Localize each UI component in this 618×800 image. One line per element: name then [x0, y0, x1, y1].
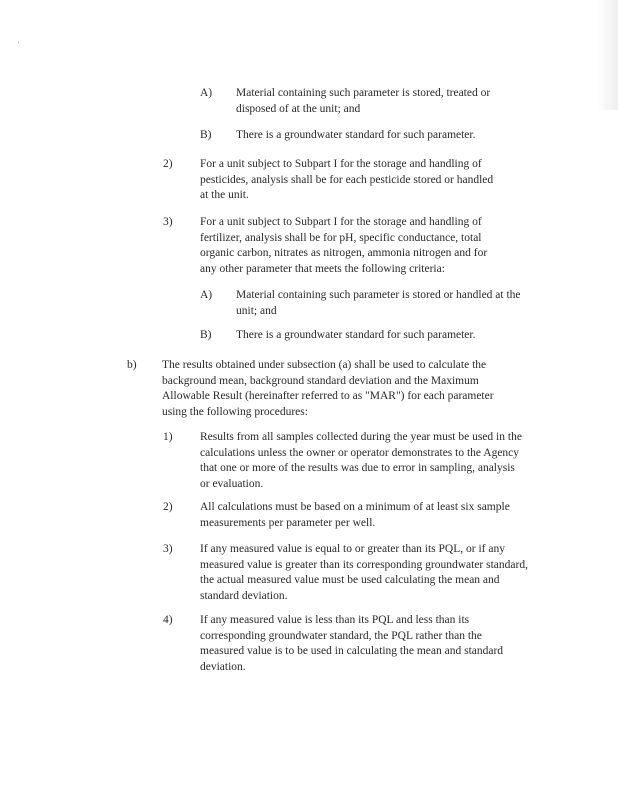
item-text: Results from all samples collected during the year must be used in the calculations unless the owner or operator demonstrates to the Agency that one or more of the results was due to error in sampling, analysis or evaluation. — [200, 431, 522, 490]
item-label: 2) — [163, 501, 173, 513]
item-text: For a unit subject to Subpart I for the storage and handling of fertilizer, analysis shall be for pH, specific conductance, total organic carbon, nitrates as nitrogen, ammonia nitrogen and for any other parameter that meets the following criteria: — [200, 216, 488, 275]
item-text: If any measured value is less than its PQL and less than its corresponding groundwater standard, the PQL rather than the measured value is to be used in calculating the mean and standard deviation. — [200, 614, 504, 673]
item-text: The results obtained under subsection (a) shall be used to calculate the background mean, background standard deviation and the Maximum Allowable Result (hereinafter referred to as "MAR") for each parameter using the following procedures: — [162, 359, 494, 418]
scan-edge-shadow — [596, 0, 618, 110]
corner-mark: ' — [18, 40, 20, 49]
item-text: All calculations must be based on a minimum of at least six sample measurements per parameter per well. — [200, 501, 510, 529]
item-label: B) — [200, 129, 212, 141]
item-text: Material containing such parameter is stored, treated or disposed of at the unit; and — [236, 87, 491, 115]
item-label: 1) — [163, 431, 173, 443]
item-label: 3) — [163, 216, 173, 228]
item-text: There is a groundwater standard for such parameter. — [236, 329, 476, 341]
item-label: 2) — [163, 158, 173, 170]
item-label: 3) — [163, 543, 173, 555]
item-label: A) — [200, 87, 213, 99]
item-label: A) — [200, 289, 213, 301]
item-label: 4) — [163, 614, 173, 626]
item-text: There is a groundwater standard for such parameter. — [236, 129, 476, 141]
item-text: For a unit subject to Subpart I for the storage and handling of pesticides, analysis shall be for each pesticide stored or handled at the unit. — [200, 158, 494, 202]
item-label: B) — [200, 329, 212, 341]
item-text: If any measured value is equal to or greater than its PQL, or if any measured value is greater than its corresponding groundwater standard, the actual measured value must be used calculating the mean and standard deviation. — [200, 543, 528, 602]
item-label: b) — [127, 359, 137, 371]
item-text: Material containing such parameter is stored or handled at the unit; and — [236, 289, 521, 317]
